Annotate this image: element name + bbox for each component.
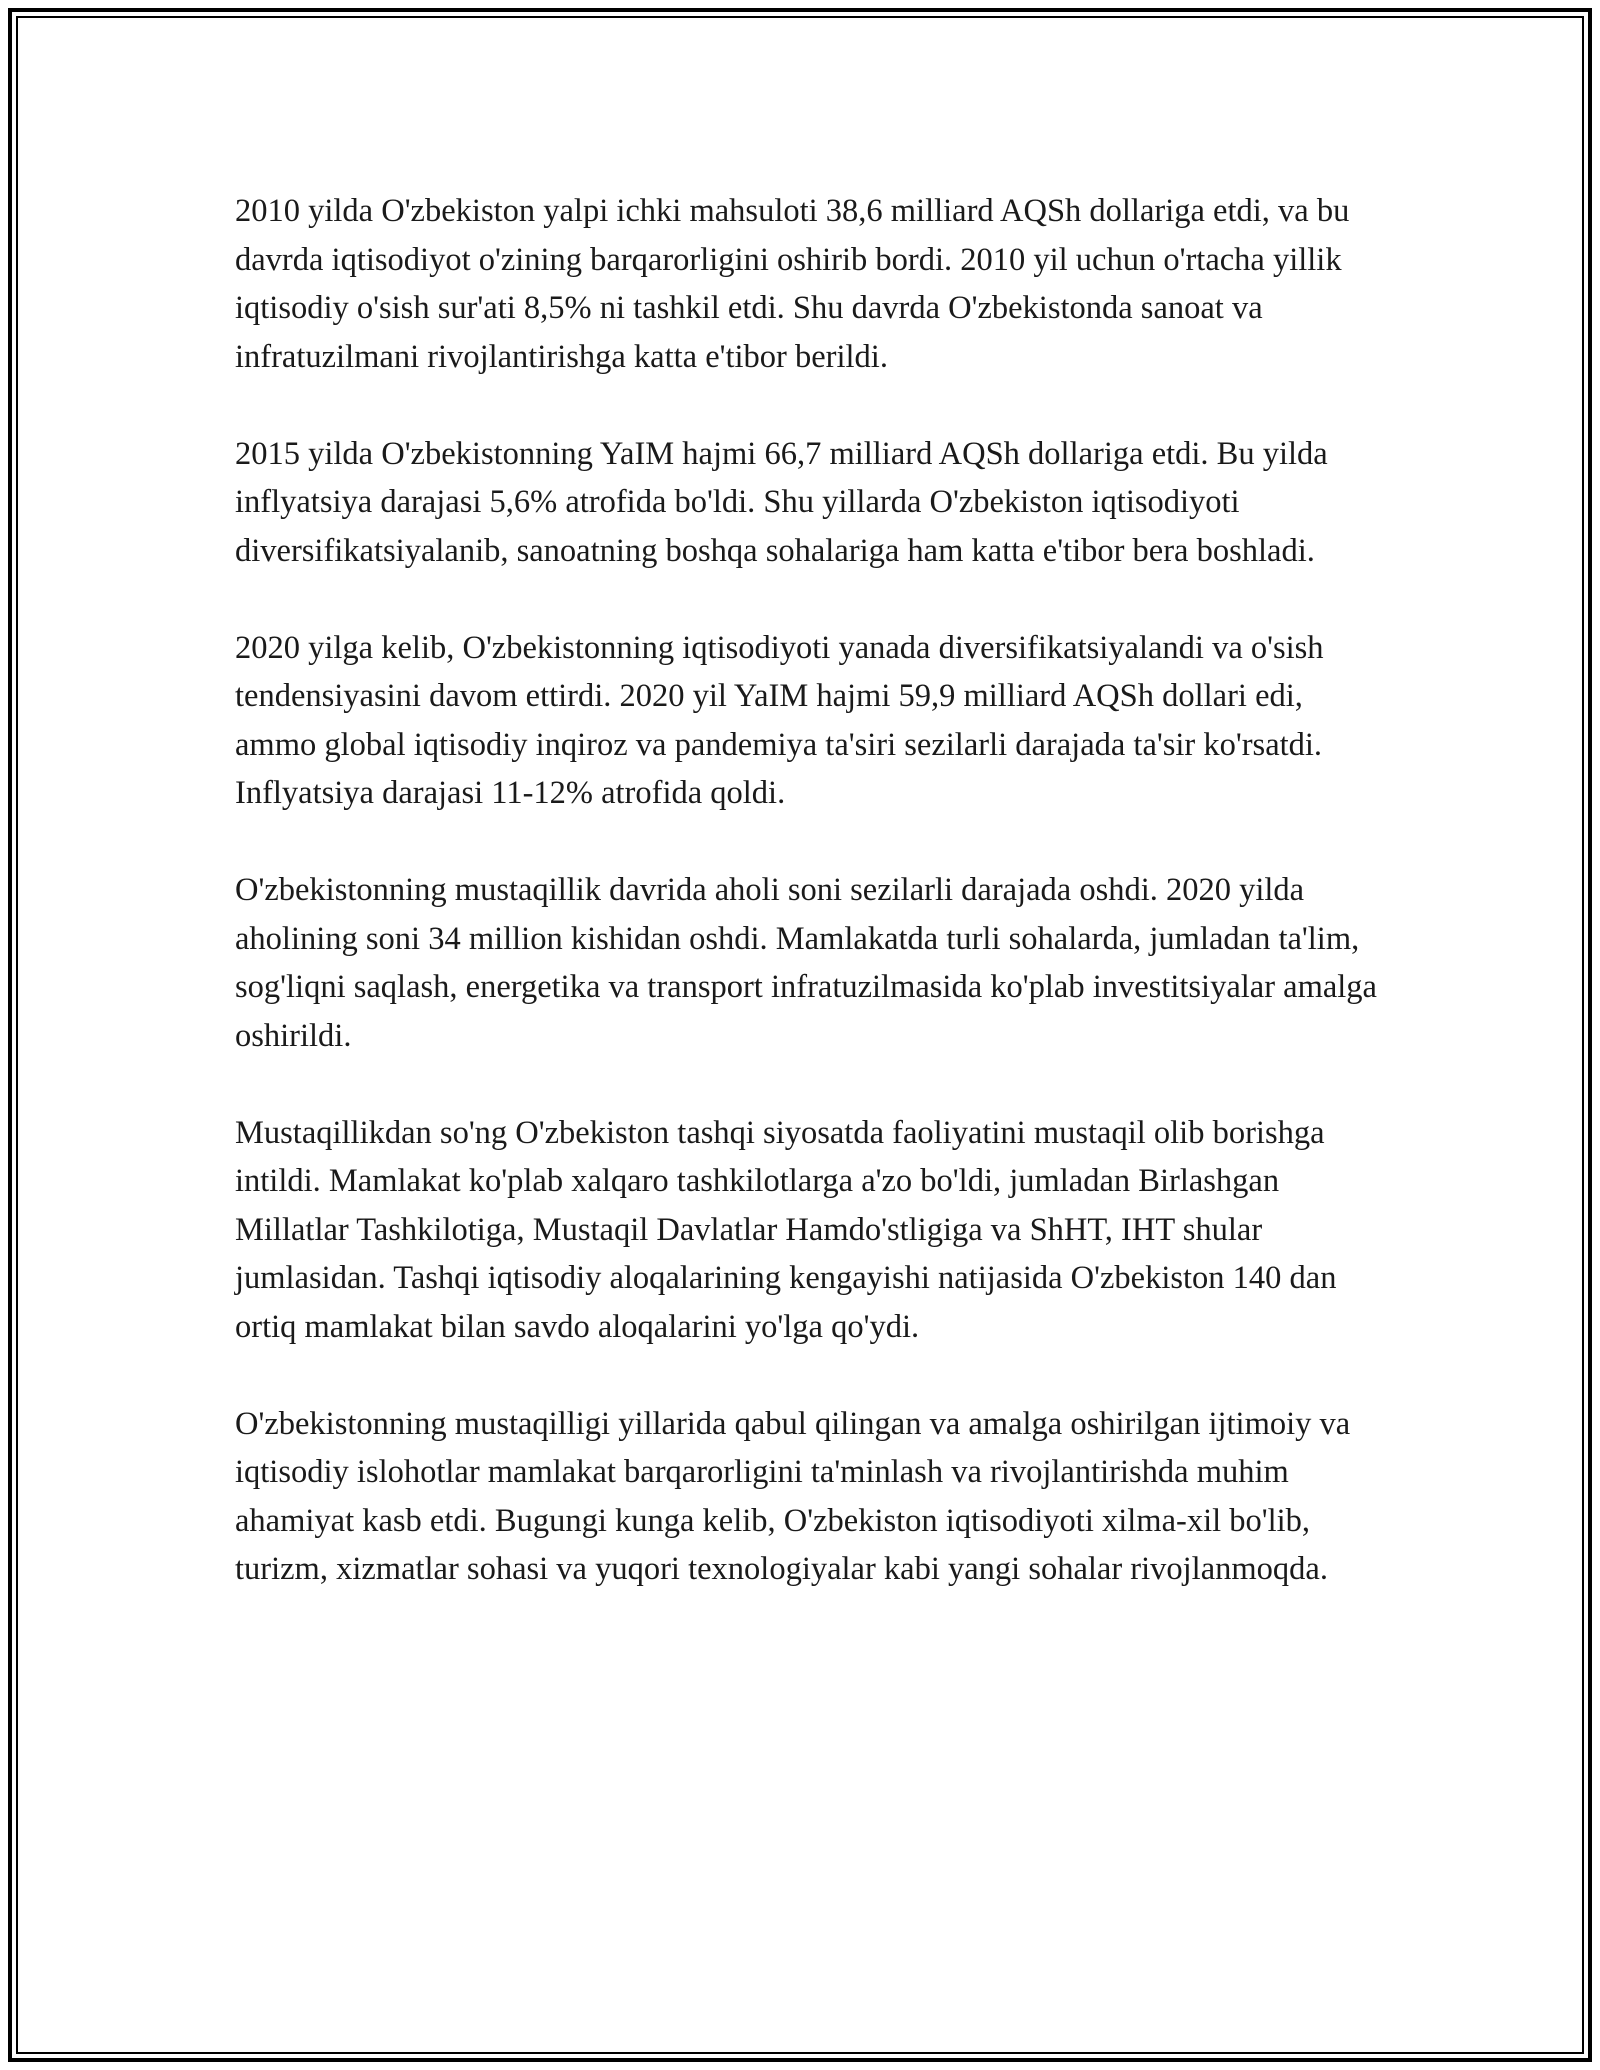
paragraph-foreign-policy: Mustaqillikdan so'ng O'zbekiston tashqi siyosatda faoliyatini mustaqil olib borishga intildi. Mamlakat ko'plab xalqaro tashkilotlarga a'zo bo'ldi, jumladan Birlashgan Millatlar Tashkilotiga, Mustaqil Davlatlar Hamdo'stligiga va ShHT, IHT shular jumlasidan. Tashqi iqtisodiy aloqalarining kengayishi natijasida O'zbekiston 140 dan ortiq mamlakat bilan savdo aloqalarini yo'lga qo'ydi. <box>235 1114 1337 1345</box>
paragraph-gdp-2015: 2015 yilda O'zbekistonning YaIM hajmi 66,7 milliard AQSh dollariga etdi. Bu yilda inflyatsiya darajasi 5,6% atrofida bo'ldi. Shu yillarda O'zbekiston iqtisodiyoti diversifikatsiyalanib, sanoatning boshqa sohalariga ham katta e'tibor bera boshladi. <box>235 435 1328 569</box>
paragraph-reforms: O'zbekistonning mustaqilligi yillarida qabul qilingan va amalga oshirilgan ijtimoiy va iqtisodiy islohotlar mamlakat barqarorligini ta'minlash va rivojlantirishda muhim ahamiyat kasb etdi. Bugungi kunga kelib, O'zbekiston iqtisodiyoti xilma-xil bo'lib, turizm, xizmatlar sohasi va yuqori texnologiyalar kabi yangi sohalar rivojlanmoqda. <box>235 1405 1351 1587</box>
document-body <box>235 187 1385 1594</box>
paragraph-gdp-2020: 2020 yilga kelib, O'zbekistonning iqtisodiyoti yanada diversifikatsiyalandi va o'sish tendensiyasini davom ettirdi. 2020 yil YaIM hajmi 59,9 milliard AQSh dollari edi, ammo global iqtisodiy inqiroz va pandemiya ta'siri sezilarli darajada ta'sir ko'rsatdi. Inflyatsiya darajasi 11-12% atrofida qoldi. <box>235 629 1324 811</box>
paragraph-gdp-2010: 2010 yilda O'zbekiston yalpi ichki mahsuloti 38,6 milliard AQSh dollariga etdi, va bu davrda iqtisodiyot o'zining barqarorligini oshirib bordi. 2010 yil uchun o'rtacha yillik iqtisodiy o'sish sur'ati 8,5% ni tashkil etdi. Shu davrda O'zbekistonda sanoat va infratuzilmani rivojlantirishga katta e'tibor berildi. <box>235 193 1350 375</box>
paragraph-population: O'zbekistonning mustaqillik davrida aholi soni sezilarli darajada oshdi. 2020 yilda aholining soni 34 million kishidan oshdi. Mamlakatda turli sohalarda, jumladan ta'lim, sog'liqni saqlash, energetika va transport infratuzilmasida ko'plab investitsiyalar amalga oshirildi. <box>235 872 1377 1054</box>
